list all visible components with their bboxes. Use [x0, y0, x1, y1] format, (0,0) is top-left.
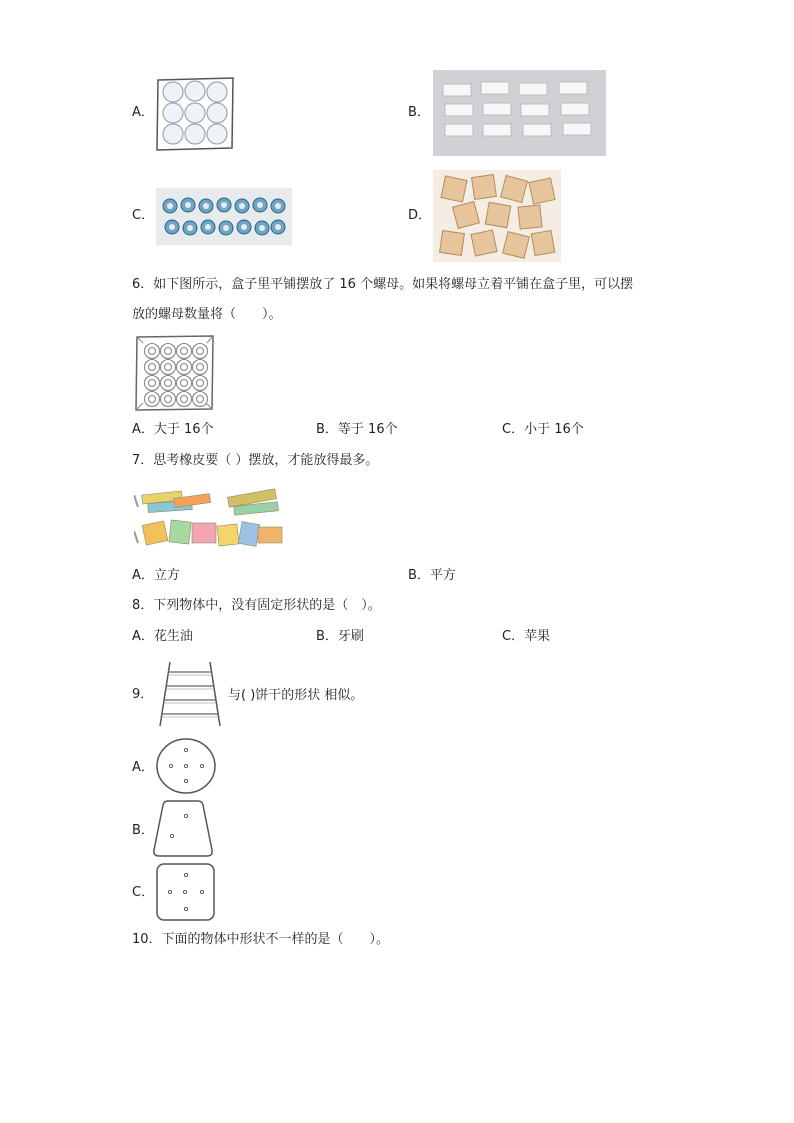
answer-option: C．苹果 [502, 629, 551, 644]
answer-option: A．立方 [132, 568, 180, 583]
answer-option: A． [132, 760, 154, 775]
option-label: D． [408, 208, 432, 223]
box-of-circles-image [155, 76, 235, 152]
answer-option: B． [132, 823, 154, 838]
question-9-text: 与( )饼干的形状 相似。 [228, 688, 364, 703]
question-9-number: 9． [132, 687, 154, 702]
question-6-text-line2: 放的螺母数量将（ ）。 [132, 307, 282, 322]
option-label: B． [408, 105, 430, 120]
box-of-nuts-image [134, 334, 216, 412]
eraser-blocks-photo [433, 70, 606, 156]
answer-option: B．牙刷 [316, 629, 364, 644]
question-7-text: 7．思考橡皮要（ ）摆放，才能放得最多。 [132, 453, 379, 468]
option-label: A． [132, 105, 154, 120]
question-6-text-line1: 6．如下图所示，盒子里平铺摆放了 16 个螺母。如果将螺母立着平铺在盒子里，可以摆 [132, 277, 634, 292]
question-10-text: 10．下面的物体中形状不一样的是（ ）。 [132, 932, 390, 947]
ladder-icon [154, 660, 226, 728]
answer-option: C． [132, 885, 155, 900]
question-8-text: 8．下列物体中，没有固定形状的是（ ）。 [132, 598, 381, 613]
round-biscuit-icon [155, 737, 219, 795]
hex-nuts-photo [156, 188, 292, 245]
answer-option: B．平方 [408, 568, 456, 583]
option-label: C． [132, 208, 155, 223]
answer-option: A．花生油 [132, 629, 193, 644]
trapezoid-biscuit-icon [152, 798, 214, 860]
answer-option: B．等于 16个 [316, 422, 398, 437]
answer-option: C．小于 16个 [502, 422, 584, 437]
colored-erasers-photo [134, 487, 286, 549]
wooden-cubes-photo [433, 170, 561, 262]
answer-option: A．大于 16个 [132, 422, 214, 437]
square-biscuit-icon [155, 862, 217, 922]
